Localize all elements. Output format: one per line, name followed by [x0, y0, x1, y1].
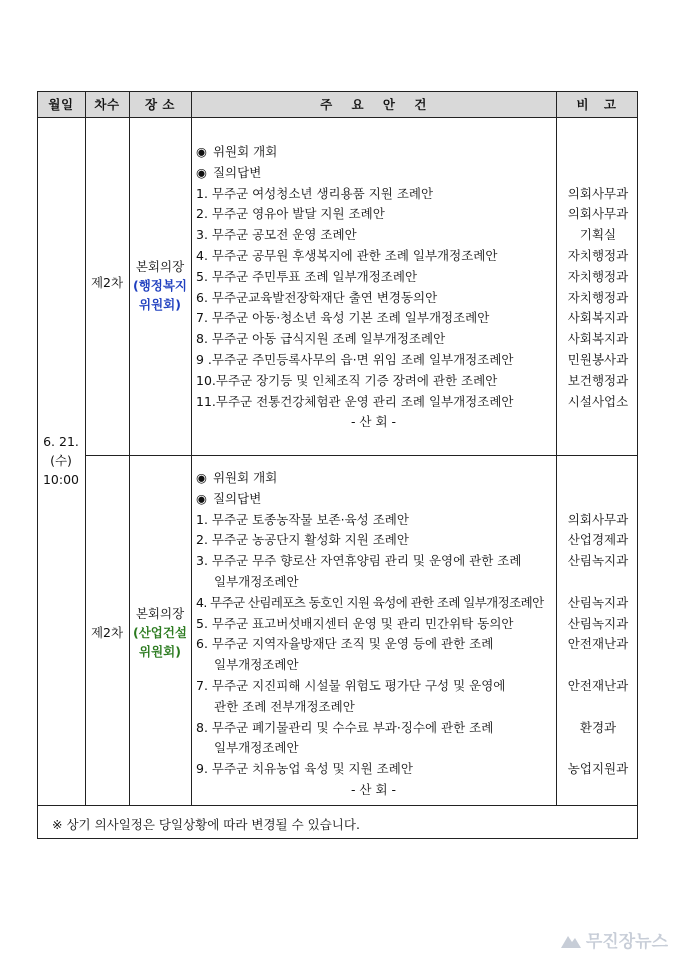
- session2-round: 제2차: [90, 625, 124, 640]
- session2-qa: ◉ 질의답변: [196, 489, 551, 510]
- note-item: 의회사무과: [567, 511, 629, 527]
- col-divider-date: [85, 91, 86, 806]
- note-item: 산림녹지과: [567, 553, 629, 569]
- note-item: 보건행정과: [567, 372, 629, 388]
- time-text: 10:00: [42, 471, 80, 487]
- date-text: 6. 21.: [43, 433, 79, 449]
- note-item: 사회복지과: [567, 331, 629, 347]
- agenda-item: 2. 무주군 농공단지 활성화 지원 조례안: [196, 532, 409, 548]
- session2-place-name: 본회의장: [135, 605, 185, 621]
- note-item: 산림녹지과: [567, 615, 629, 631]
- note-item: 안전재난과: [567, 636, 629, 652]
- session2-agenda: [196, 468, 551, 801]
- note-item: 자치행정과: [567, 289, 629, 305]
- session2-open: ◉ 위원회 개회: [196, 468, 551, 489]
- agenda-item: 6. 무주군교육발전장학재단 출연 변경동의안: [196, 289, 438, 305]
- header-agenda: 주 요 안 건: [320, 97, 427, 112]
- agenda-item: 7. 무주군 지진피해 시설물 위험도 평가단 구성 및 운영에: [196, 677, 506, 693]
- note-item: 농업지원과: [567, 761, 629, 777]
- agenda-item: 9 .무주군 주민등록사무의 읍·면 위임 조례 일부개정조례안: [196, 351, 514, 367]
- session2-committee-line2: 위원회): [139, 643, 181, 659]
- note-item: 안전재난과: [567, 677, 629, 693]
- table-body-bottom: [37, 805, 638, 806]
- weekday-text: (수): [50, 452, 72, 468]
- watermark-text: 무진장뉴스: [585, 932, 668, 952]
- table-header-divider: [37, 117, 638, 118]
- agenda-item: 8. 무주군 폐기물관리 및 수수료 부과·징수에 관한 조례: [196, 719, 494, 735]
- session1-place-name: 본회의장: [135, 258, 185, 274]
- agenda-item: 6. 무주군 지역자율방재단 조직 및 운영 등에 관한 조례: [196, 636, 494, 652]
- agenda-item: 11.무주군 전통건강체험관 운영 관리 조례 일부개정조례안: [196, 393, 514, 409]
- session2-place: [129, 602, 191, 662]
- agenda-item: 7. 무주군 아동·청소년 육성 기본 조례 일부개정조례안: [196, 310, 490, 326]
- note-item: 의회사무과: [567, 206, 629, 222]
- session1-open: ◉ 위원회 개회: [196, 142, 551, 163]
- note-item: 민원봉사과: [567, 351, 629, 367]
- session1-place: [129, 255, 191, 315]
- session1-committee-line1: (행정복지: [132, 277, 187, 293]
- session1-agenda: [196, 142, 551, 433]
- note-item: 산림녹지과: [567, 594, 629, 610]
- session2-committee-line1: (산업건설: [132, 624, 187, 640]
- mountain-logo-icon: [560, 931, 582, 949]
- header-note: 비 고: [576, 97, 617, 112]
- session1-committee-line2: 위원회): [139, 296, 181, 312]
- target-bullet-icon: ◉: [196, 144, 207, 159]
- agenda-item: 10.무주군 장기등 및 인체조직 기증 장려에 관한 조례안: [196, 372, 498, 388]
- col-divider-round: [129, 91, 130, 806]
- agenda-item: 4. 무주군 공무원 후생복지에 관한 조례 일부개정조례안: [196, 247, 498, 263]
- agenda-item: 1. 무주군 토종농작물 보존·육성 조례안: [196, 511, 409, 527]
- note-item: 기획실: [579, 227, 617, 243]
- agenda-item: 2. 무주군 영유아 발달 지원 조례안: [196, 206, 385, 222]
- table-border-bottom: [37, 838, 638, 839]
- col-divider-place: [191, 91, 192, 806]
- session1-round: 제2차: [90, 275, 124, 290]
- note-item: 산업경제과: [567, 532, 629, 548]
- agenda-item: 4. 무주군 산림레포츠 동호인 지원 육성에 관한 조례 일부개정조례안: [196, 594, 544, 610]
- table-border-right: [637, 91, 638, 839]
- agenda-item: 3. 무주군 무주 향로산 자연휴양림 관리 및 운영에 관한 조례: [196, 553, 522, 569]
- watermark: [560, 927, 668, 952]
- session1-close: - 산 회 -: [350, 414, 397, 430]
- agenda-item-continued: 관한 조례 전부개정조례안: [214, 698, 355, 714]
- header-round: 차수: [94, 97, 120, 112]
- note-item: 시설사업소: [567, 393, 629, 409]
- target-bullet-icon: ◉: [196, 470, 207, 485]
- col-divider-agenda: [556, 91, 557, 806]
- agenda-item: 9. 무주군 치유농업 육성 및 지원 조례안: [196, 761, 413, 777]
- agenda-item: 3. 무주군 공모전 운영 조례안: [196, 227, 357, 243]
- target-bullet-icon: ◉: [196, 490, 207, 506]
- header-place: 장 소: [144, 97, 175, 112]
- session2-notes: [560, 510, 636, 780]
- agenda-item: 5. 무주군 주민투표 조례 일부개정조례안: [196, 268, 418, 284]
- agenda-item: 8. 무주군 아동 급식지원 조례 일부개정조례안: [196, 331, 446, 347]
- agenda-item: 1. 무주군 여성청소년 생리용품 지원 조례안: [196, 185, 434, 201]
- agenda-item-continued: 일부개정조례안: [214, 657, 299, 673]
- note-item: 의회사무과: [567, 185, 629, 201]
- header-date: 월일: [48, 97, 74, 112]
- date-cell: [37, 425, 85, 495]
- session2-close: - 산 회 -: [350, 781, 397, 797]
- agenda-item-continued: 일부개정조례안: [214, 740, 299, 756]
- session1-qa: ◉ 질의답변: [196, 163, 551, 184]
- footer-note: ※ 상기 의사일정은 당일상황에 따라 변경될 수 있습니다.: [52, 817, 360, 832]
- note-item: 자치행정과: [567, 268, 629, 284]
- target-bullet-icon: ◉: [196, 164, 207, 180]
- note-item: 자치행정과: [567, 247, 629, 263]
- agenda-item: 5. 무주군 표고버섯배지센터 운영 및 관리 민간위탁 동의안: [196, 615, 514, 631]
- note-item: 사회복지과: [567, 310, 629, 326]
- note-item: 환경과: [579, 719, 617, 735]
- session1-notes: [560, 184, 636, 413]
- agenda-item-continued: 일부개정조례안: [214, 573, 299, 589]
